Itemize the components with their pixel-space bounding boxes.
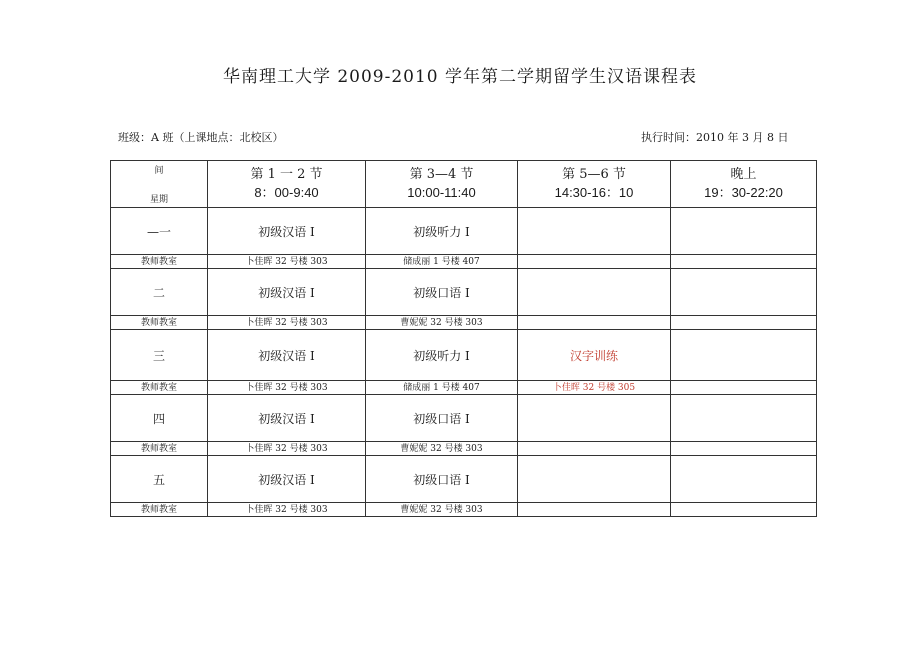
period-time: 8：00-9:40 [254, 185, 319, 200]
teacher-room-label: 教师教室 [111, 442, 208, 456]
course-cell: 初级汉语 I [208, 330, 366, 381]
header-row [111, 161, 817, 208]
teacher-room-cell [671, 381, 817, 395]
day-label: 三 [111, 330, 208, 381]
day-label: 二 [111, 269, 208, 316]
schedule-table [110, 160, 817, 517]
course-cell: 初级口语 I [366, 395, 518, 442]
day-row-thursday [111, 395, 817, 442]
teacher-room-cell [671, 442, 817, 456]
course-cell [671, 395, 817, 442]
teacher-room-cell: 储成丽 1 号楼 407 [366, 255, 518, 269]
header-period-1 [208, 161, 366, 208]
day-row-friday [111, 456, 817, 503]
course-cell [671, 208, 817, 255]
period-name: 第 5—6 节 [562, 167, 626, 182]
corner-time-label: 间 [154, 166, 164, 176]
teacher-room-cell [518, 316, 671, 330]
course-cell: 初级汉语 I [208, 395, 366, 442]
course-cell [518, 269, 671, 316]
course-cell [671, 330, 817, 381]
teacher-room-label: 教师教室 [111, 381, 208, 395]
course-cell [518, 395, 671, 442]
course-cell: 初级汉语 I [208, 269, 366, 316]
page-title: 华南理工大学 2009-2010 学年第二学期留学生汉语课程表 [222, 67, 698, 87]
teacher-room-cell: 曹妮妮 32 号楼 303 [366, 316, 518, 330]
teacher-row-thursday [111, 442, 817, 456]
class-info: 班级：A 班（上课地点：北校区） [118, 131, 284, 144]
corner-weekday-label: 星期 [149, 195, 168, 205]
teacher-room-cell-highlighted: 卜佳晖 32 号楼 305 [518, 381, 671, 395]
teacher-room-cell [671, 316, 817, 330]
teacher-room-label: 教师教室 [111, 316, 208, 330]
day-row-tuesday [111, 269, 817, 316]
day-label: 四 [111, 395, 208, 442]
period-time: 19：30-22:20 [704, 185, 783, 200]
teacher-row-monday [111, 255, 817, 269]
teacher-room-cell: 卜佳晖 32 号楼 303 [208, 503, 366, 517]
course-cell: 初级口语 I [366, 456, 518, 503]
period-name: 第 3—4 节 [409, 167, 474, 182]
period-name: 晚上 [730, 167, 757, 182]
course-cell: 初级听力 I [366, 208, 518, 255]
teacher-room-cell: 卜佳晖 32 号楼 303 [208, 255, 366, 269]
course-cell [671, 269, 817, 316]
teacher-room-label: 教师教室 [111, 503, 208, 517]
teacher-room-cell [518, 442, 671, 456]
teacher-room-label: 教师教室 [111, 255, 208, 269]
header-period-3 [518, 161, 671, 208]
day-row-monday [111, 208, 817, 255]
day-label: —一 [111, 208, 208, 255]
teacher-room-cell: 卜佳晖 32 号楼 303 [208, 316, 366, 330]
course-cell: 初级听力 I [366, 330, 518, 381]
teacher-room-cell [671, 255, 817, 269]
teacher-room-cell: 曹妮妮 32 号楼 303 [366, 442, 518, 456]
course-cell: 初级口语 I [366, 269, 518, 316]
course-cell [671, 456, 817, 503]
teacher-room-cell: 曹妮妮 32 号楼 303 [366, 503, 518, 517]
day-label: 五 [111, 456, 208, 503]
teacher-room-cell [518, 255, 671, 269]
period-name: 第 1 一 2 节 [250, 167, 323, 182]
course-cell-highlighted: 汉字训练 [518, 330, 671, 381]
course-cell [518, 456, 671, 503]
teacher-row-friday [111, 503, 817, 517]
period-time: 14:30-16：10 [554, 185, 634, 200]
day-row-wednesday [111, 330, 817, 381]
effective-date: 执行时间：2010 年 3 月 8 日 [641, 131, 789, 144]
period-time: 10:00-11:40 [407, 185, 476, 200]
teacher-room-cell: 储成丽 1 号楼 407 [366, 381, 518, 395]
teacher-room-cell: 卜佳晖 32 号楼 303 [208, 442, 366, 456]
teacher-row-tuesday [111, 316, 817, 330]
teacher-room-cell: 卜佳晖 32 号楼 303 [208, 381, 366, 395]
teacher-room-cell [518, 503, 671, 517]
course-cell: 初级汉语 I [208, 208, 366, 255]
header-period-2 [366, 161, 518, 208]
course-cell [518, 208, 671, 255]
header-corner-cell [111, 161, 208, 208]
course-cell: 初级汉语 I [208, 456, 366, 503]
header-period-4 [671, 161, 817, 208]
teacher-row-wednesday [111, 381, 817, 395]
teacher-room-cell [671, 503, 817, 517]
